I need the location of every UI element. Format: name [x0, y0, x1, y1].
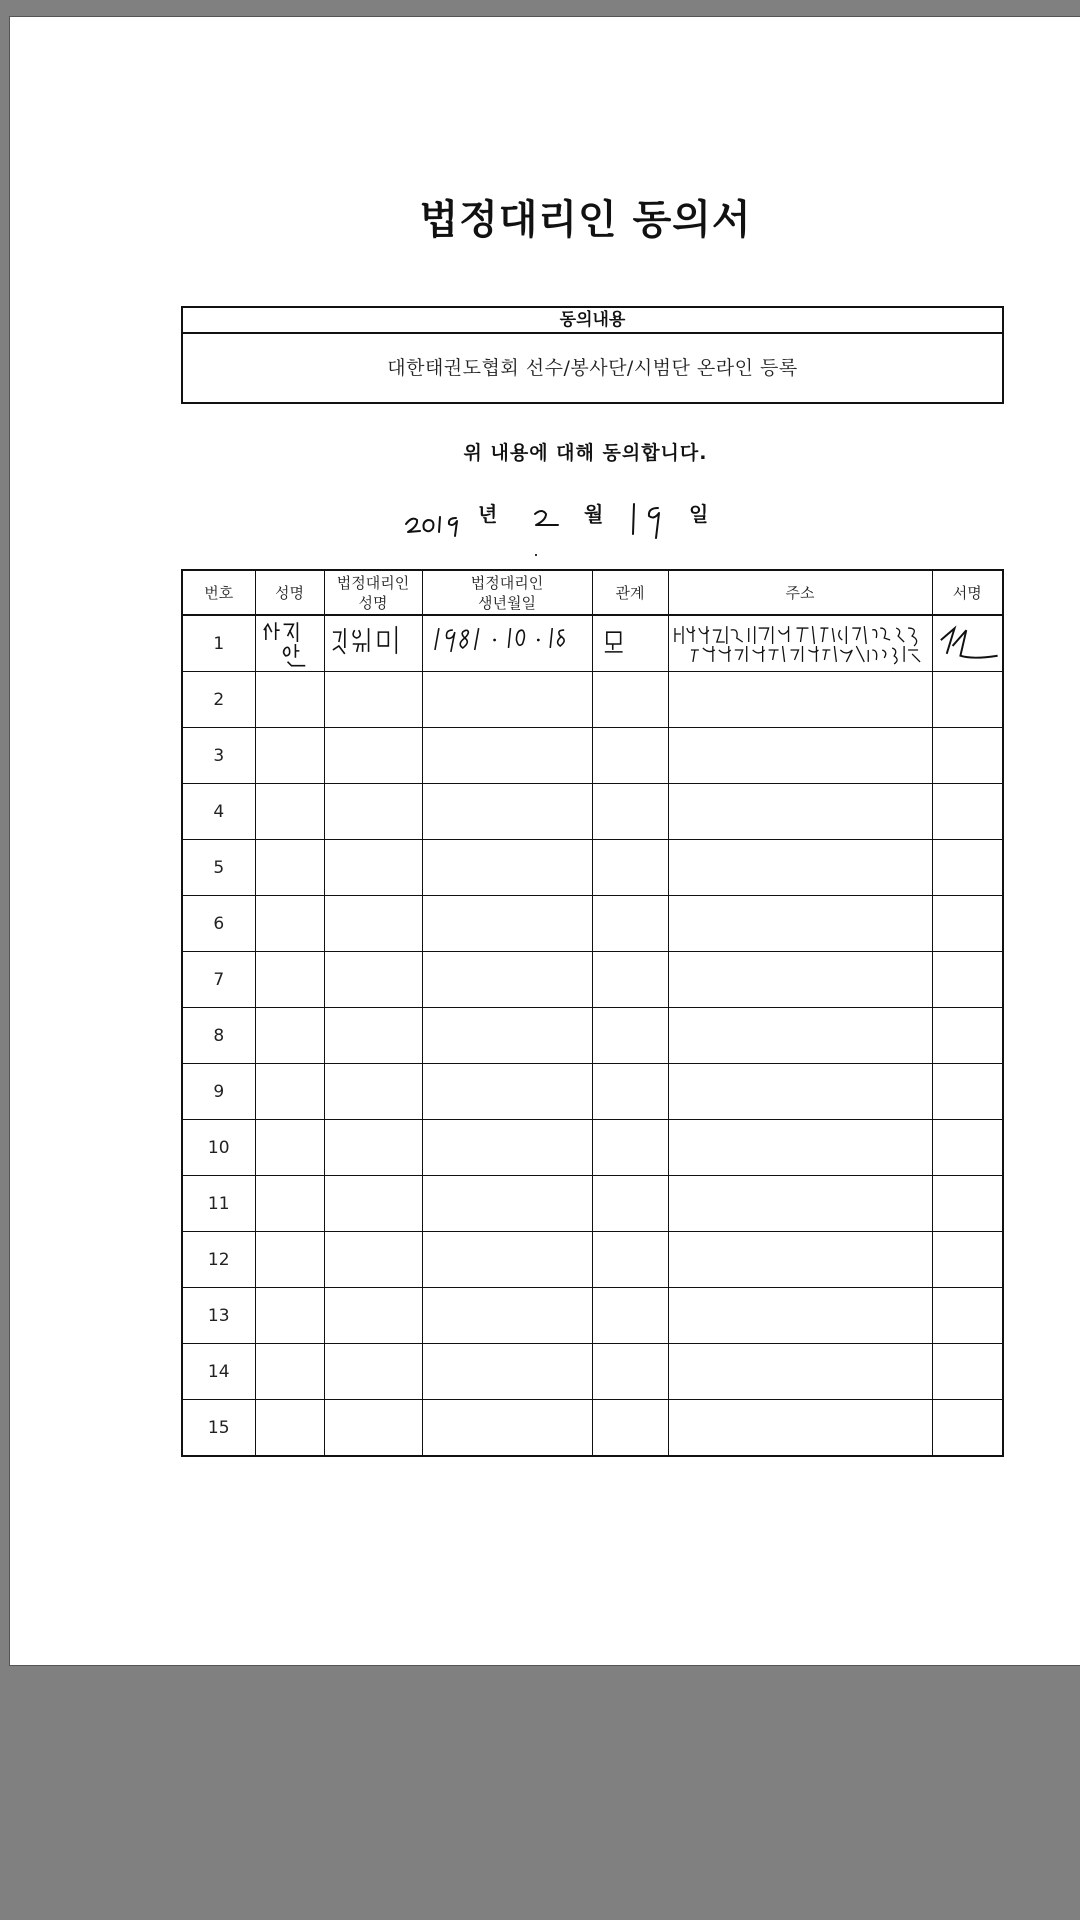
- dot-mark: [535, 554, 537, 556]
- table-row: [182, 952, 1003, 1008]
- table-row: [182, 1008, 1003, 1064]
- table-row: [182, 896, 1003, 952]
- handwritten-guardian-glyphs: [325, 616, 422, 671]
- table-row: [182, 615, 1003, 672]
- table-row: [182, 1400, 1003, 1457]
- cell-guardian-birthdate: [422, 615, 592, 672]
- table-row: [182, 1344, 1003, 1400]
- row-number: 13: [182, 1288, 255, 1344]
- header-number: 번호: [182, 570, 255, 615]
- consent-content: 대한태권도협회 선수/봉사단/시범단 온라인 등록: [387, 357, 798, 379]
- handwritten-name-glyphs: [256, 616, 324, 671]
- agree-statement: 위 내용에 대해 동의합니다.: [463, 442, 708, 464]
- month-label: 월: [584, 502, 604, 526]
- table-row: [182, 1176, 1003, 1232]
- handwritten-month: [532, 508, 560, 530]
- header-address: 주소: [668, 570, 932, 615]
- table-row: [182, 1288, 1003, 1344]
- header-relation: 관계: [592, 570, 668, 615]
- row-number: 5: [182, 840, 255, 896]
- table-row: [182, 1232, 1003, 1288]
- table-header-row: [182, 570, 1003, 615]
- row-number: 4: [182, 784, 255, 840]
- cell-relation: [592, 615, 668, 672]
- row-number: 14: [182, 1344, 255, 1400]
- cell-signature: [932, 615, 1003, 672]
- row-number: 6: [182, 896, 255, 952]
- header-guardian-birthdate: 법정대리인 생년월일: [422, 570, 592, 615]
- cell-address: [668, 615, 932, 672]
- handwritten-relation-glyphs: [593, 616, 668, 671]
- header-name: 성명: [255, 570, 324, 615]
- table-row: [182, 1120, 1003, 1176]
- row-number: 11: [182, 1176, 255, 1232]
- cell-name: [255, 615, 324, 672]
- consent-box: [181, 306, 1004, 404]
- handwritten-address-glyphs: [669, 616, 932, 671]
- table-row: [182, 1064, 1003, 1120]
- row-number: 12: [182, 1232, 255, 1288]
- row-number: 7: [182, 952, 255, 1008]
- row-number: 1: [182, 615, 255, 672]
- cell-guardian-name: [324, 615, 422, 672]
- row-number: 10: [182, 1120, 255, 1176]
- table-row: [182, 784, 1003, 840]
- table-row: [182, 672, 1003, 728]
- row-number: 15: [182, 1400, 255, 1457]
- signature-glyph: [933, 616, 1003, 671]
- row-number: 9: [182, 1064, 255, 1120]
- header-signature: 서명: [932, 570, 1003, 615]
- table-row: [182, 728, 1003, 784]
- handwritten-day: [628, 500, 668, 540]
- header-guardian-name: 법정대리인 성명: [324, 570, 422, 615]
- consent-header: 동의내용: [183, 308, 1002, 334]
- registration-table: [181, 569, 1004, 1457]
- row-number: 8: [182, 1008, 255, 1064]
- handwritten-birthdate-glyphs: [423, 616, 592, 671]
- handwritten-year: [404, 502, 470, 536]
- year-label: 년: [478, 502, 498, 526]
- table-row: [182, 840, 1003, 896]
- day-label: 일: [689, 502, 709, 526]
- row-number: 2: [182, 672, 255, 728]
- row-number: 3: [182, 728, 255, 784]
- document-title: 법정대리인 동의서: [419, 197, 752, 243]
